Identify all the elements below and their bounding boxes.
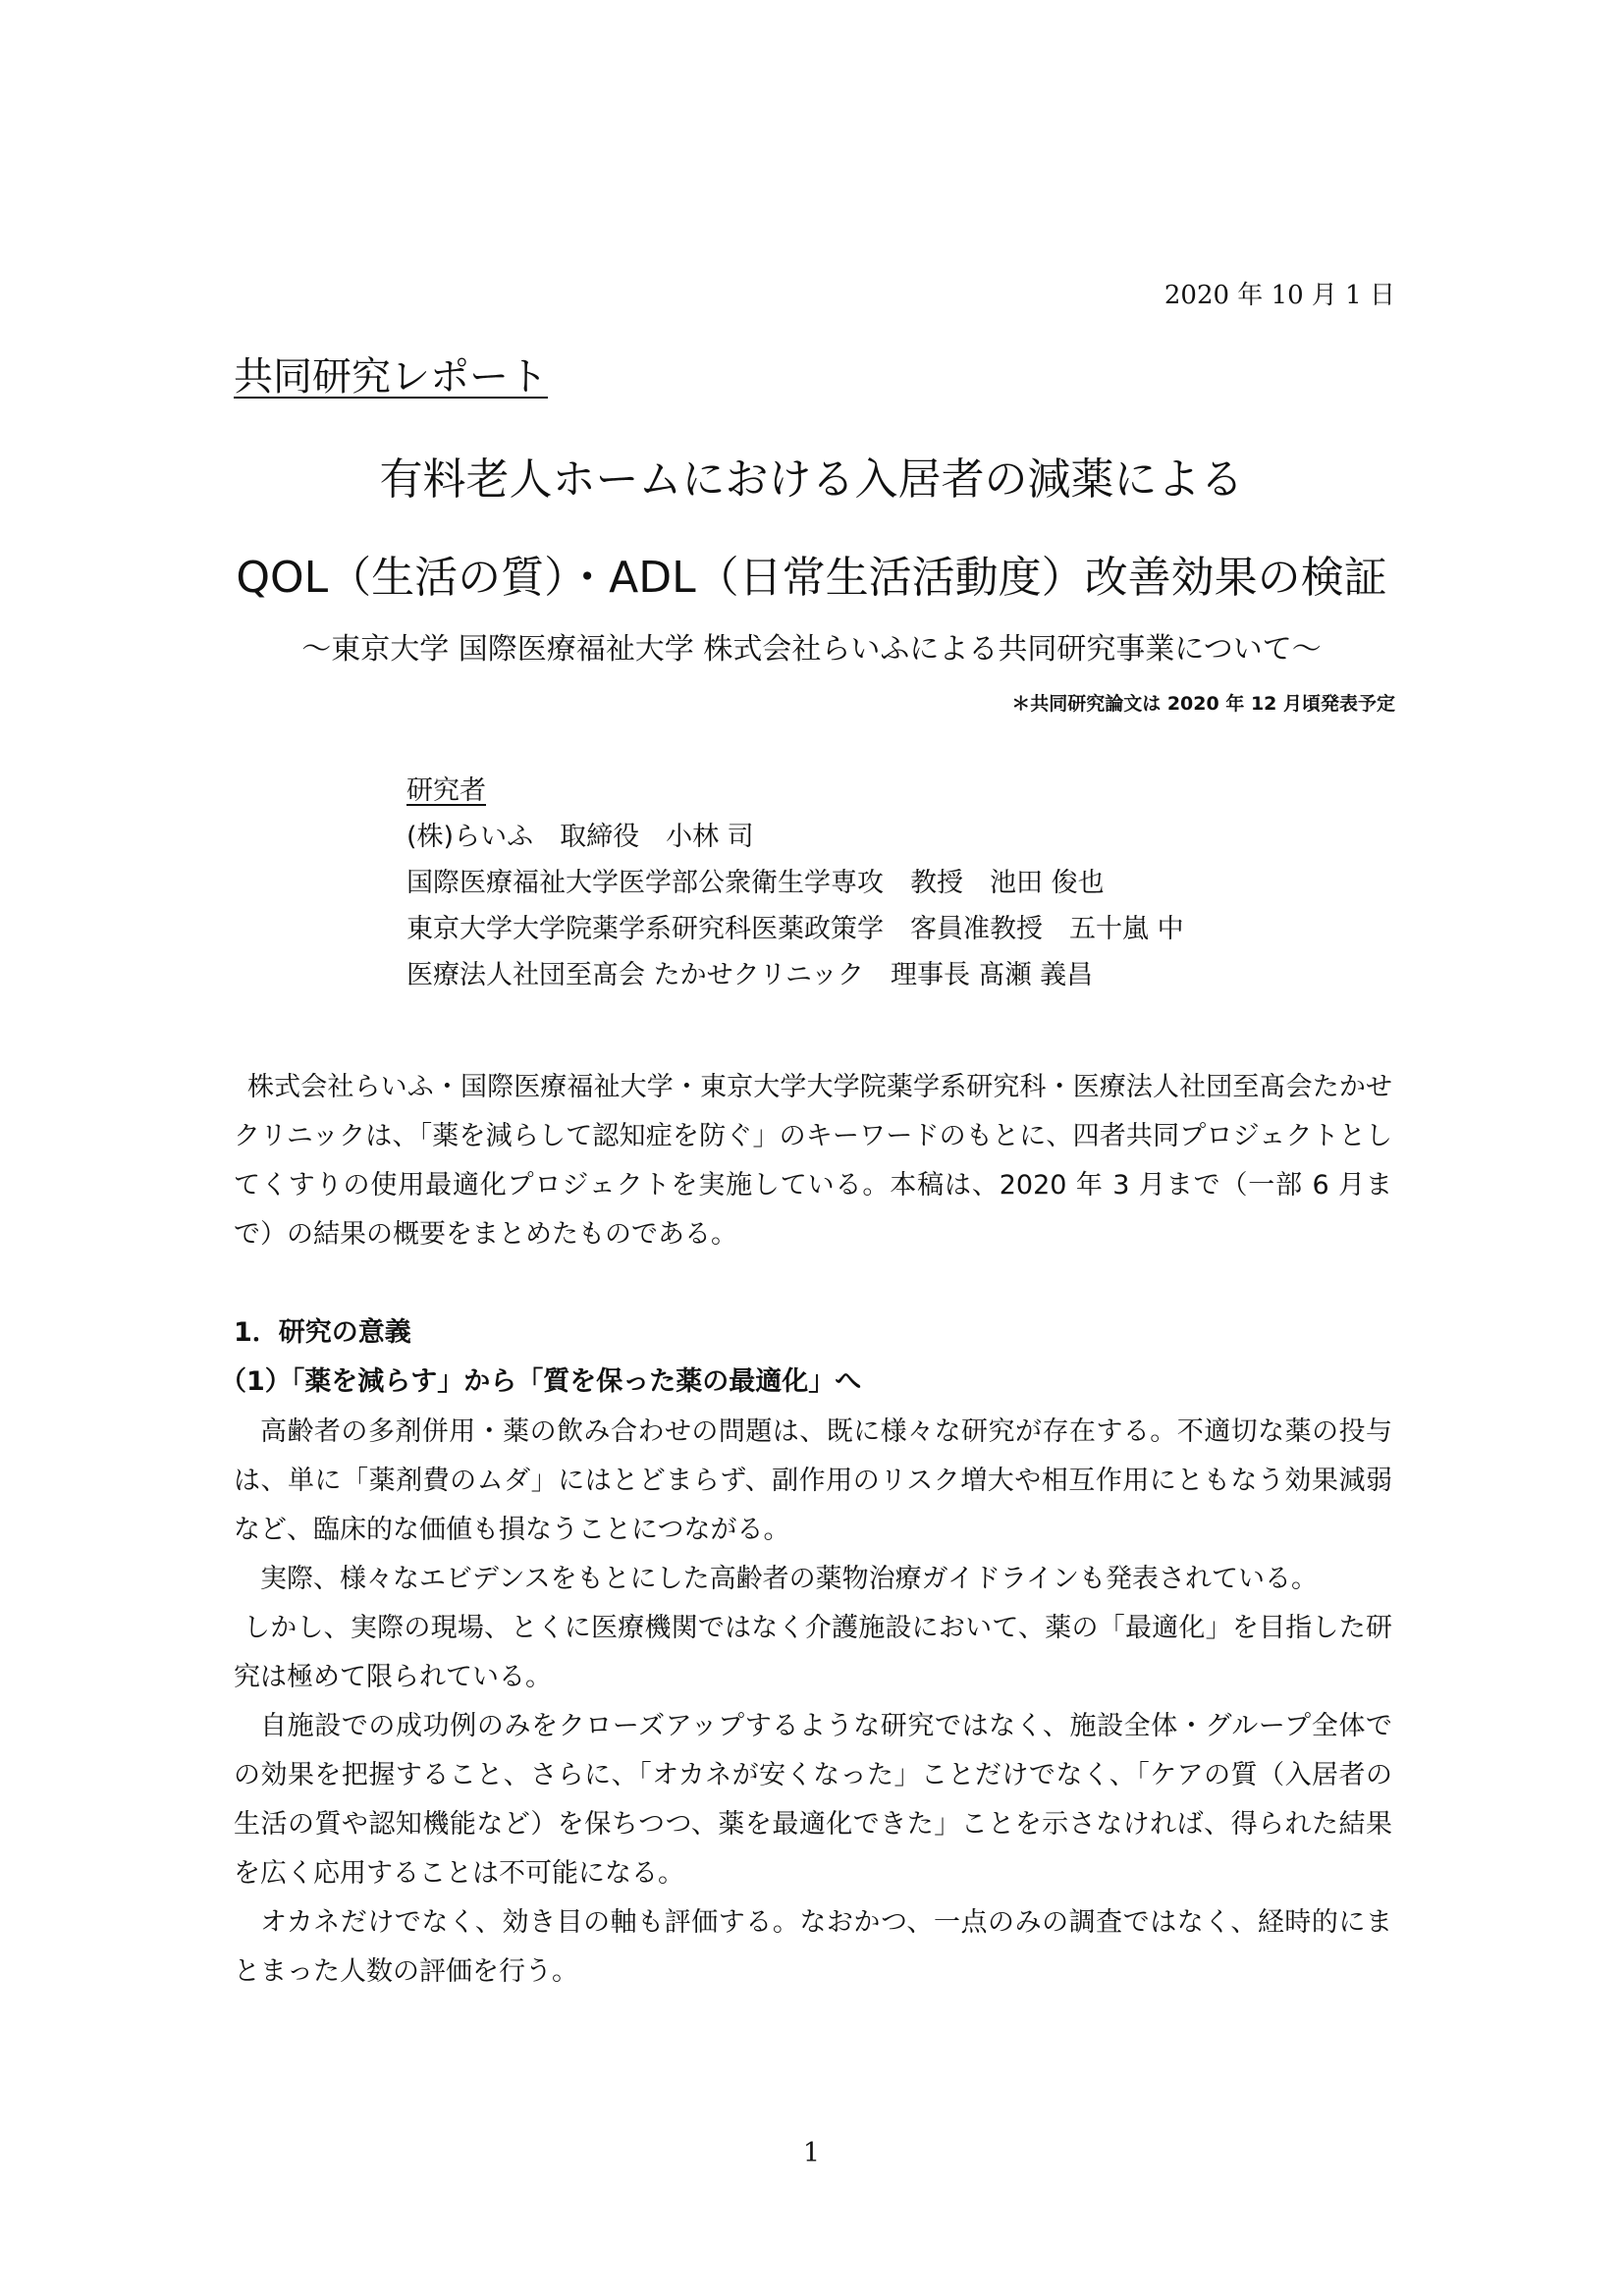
researcher-item: 東京大学大学院薬学系研究科医薬政策学 客員准教授 五十嵐 中 — [406, 914, 1184, 944]
body-paragraph: 自施設での成功例のみをクローズアップするような研究ではなく、施設全体・グループ全体での効果を把握すること、さらに、「オカネが安くなった」ことだけでなく、「ケアの質（入居者の生活の質や認知機能など）を保ちつつ、薬を最適化できた」ことを示さなければ、得られた結果を広く応用することは不可能になる。 — [234, 1711, 1392, 1889]
section-body — [234, 1408, 1392, 1997]
body-paragraph: オカネだけでなく、効き目の軸も評価する。なおかつ、一点のみの調査ではなく、経時的にまとまった人数の評価を行う。 — [234, 1907, 1392, 1987]
section-heading: 1．研究の意義 — [234, 1317, 411, 1348]
subtitle: ～東京大学 国際医療福祉大学 株式会社らいふによる共同研究事業について～ — [301, 632, 1322, 667]
body-paragraph: 実際、様々なエビデンスをもとにした高齢者の薬物治療ガイドラインも発表されている。 — [260, 1564, 1319, 1594]
publication-note: ＊共同研究論文は 2020 年 12 月頃発表予定 — [1011, 693, 1395, 715]
researchers-heading: 研究者 — [406, 775, 486, 806]
report-label: 共同研究レポート — [234, 354, 548, 400]
body-paragraph: しかし、実際の現場、とくに医療機関ではなく介護施設において、薬の「最適化」を目指した研究は極めて限られている。 — [234, 1613, 1392, 1692]
title-line-2: QOL（生活の質）・ADL（日常生活活動度）改善効果の検証 — [236, 553, 1387, 603]
document-date: 2020 年 10 月 1 日 — [1163, 281, 1395, 310]
body-paragraph: 高齢者の多剤併用・薬の飲み合わせの問題は、既に様々な研究が存在する。不適切な薬の投与は、単に「薬剤費のムダ」にはとどまらず、副作用のリスク増大や相互作用にともなう効果減弱など、臨床的な価値も損なうことにつながる。 — [234, 1416, 1392, 1545]
researcher-item: 医療法人社団至髙会 たかせクリニック 理事長 髙瀬 義昌 — [406, 960, 1094, 990]
researcher-item: 国際医療福祉大学医学部公衆衛生学専攻 教授 池田 俊也 — [406, 868, 1105, 898]
researcher-item: (株)らいふ 取締役 小林 司 — [406, 822, 754, 852]
subsection-heading: （1）「薬を減らす」から「質を保った薬の最適化」へ — [220, 1366, 862, 1397]
page-number: 1 — [802, 2138, 821, 2168]
title-line-1: 有料老人ホームにおける入居者の減薬による — [379, 454, 1244, 505]
researchers-block — [406, 768, 1184, 998]
intro-paragraph: 株式会社らいふ・国際医療福祉大学・東京大学大学院薬学系研究科・医療法人社団至髙会たかせクリニックは、「薬を減らして認知症を防ぐ」のキーワードのもとに、四者共同プロジェクトとしてくすりの使用最適化プロジェクトを実施している。本稿は、2020 年 3 月まで（一部 6 月まで）の結果の概要をまとめたものである。 — [234, 1072, 1392, 1250]
